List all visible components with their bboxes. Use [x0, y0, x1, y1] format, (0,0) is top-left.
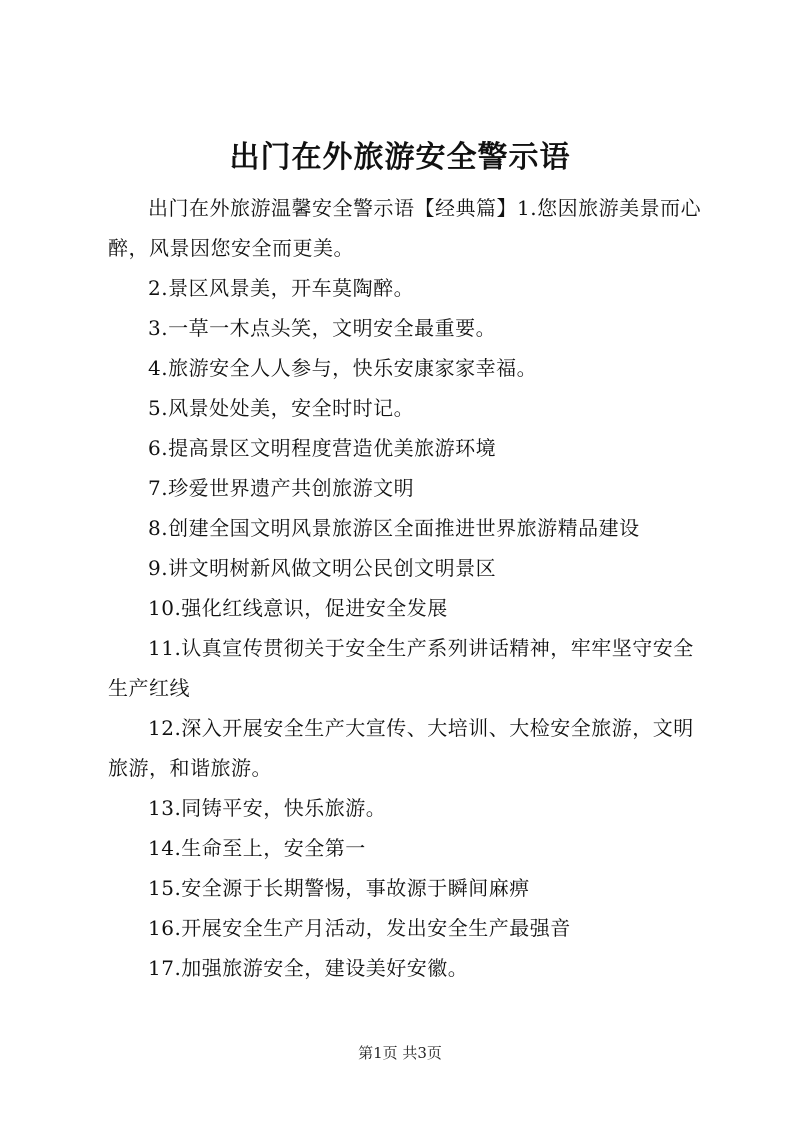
paragraph-7: 7.珍爱世界遗产共创旅游文明 [148, 476, 415, 500]
page-title: 出门在外旅游安全警示语 [229, 140, 571, 175]
paragraph-11: 11.认真宣传贯彻关于安全生产系列讲话精神，牢牢坚守安全生产红线 [108, 636, 694, 700]
paragraph-8: 8.创建全国文明风景旅游区全面推进世界旅游精品建设 [148, 516, 640, 540]
paragraph-5: 5.风景处处美，安全时时记。 [148, 396, 415, 420]
page-number-footer: 第1页 共3页 [358, 1044, 442, 1062]
paragraph-4: 4.旅游安全人人参与，快乐安康家家幸福。 [148, 356, 538, 380]
paragraph-3: 3.一草一木点头笑，文明安全最重要。 [148, 316, 497, 340]
paragraph-16: 16.开展安全生产月活动，发出安全生产最强音 [148, 916, 571, 940]
paragraph-13: 13.同铸平安，快乐旅游。 [148, 796, 387, 820]
paragraph-2: 2.景区风景美，开车莫陶醉。 [148, 276, 415, 300]
paragraph-6: 6.提高景区文明程度营造优美旅游环境 [148, 436, 497, 460]
paragraph-9: 9.讲文明树新风做文明公民创文明景区 [148, 556, 497, 580]
document-body [108, 188, 713, 988]
paragraph-10: 10.强化红线意识，促进安全发展 [148, 596, 448, 620]
paragraph-17: 17.加强旅游安全，建设美好安徽。 [148, 956, 469, 980]
paragraph-1: 出门在外旅游温馨安全警示语【经典篇】1.您因旅游美景而心醉，风景因您安全而更美。 [108, 196, 702, 260]
paragraph-15: 15.安全源于长期警惕，事故源于瞬间麻痹 [148, 876, 530, 900]
paragraph-14: 14.生命至上，安全第一 [148, 836, 366, 860]
paragraph-12: 12.深入开展安全生产大宣传、大培训、大检安全旅游，文明旅游，和谐旅游。 [108, 716, 694, 780]
